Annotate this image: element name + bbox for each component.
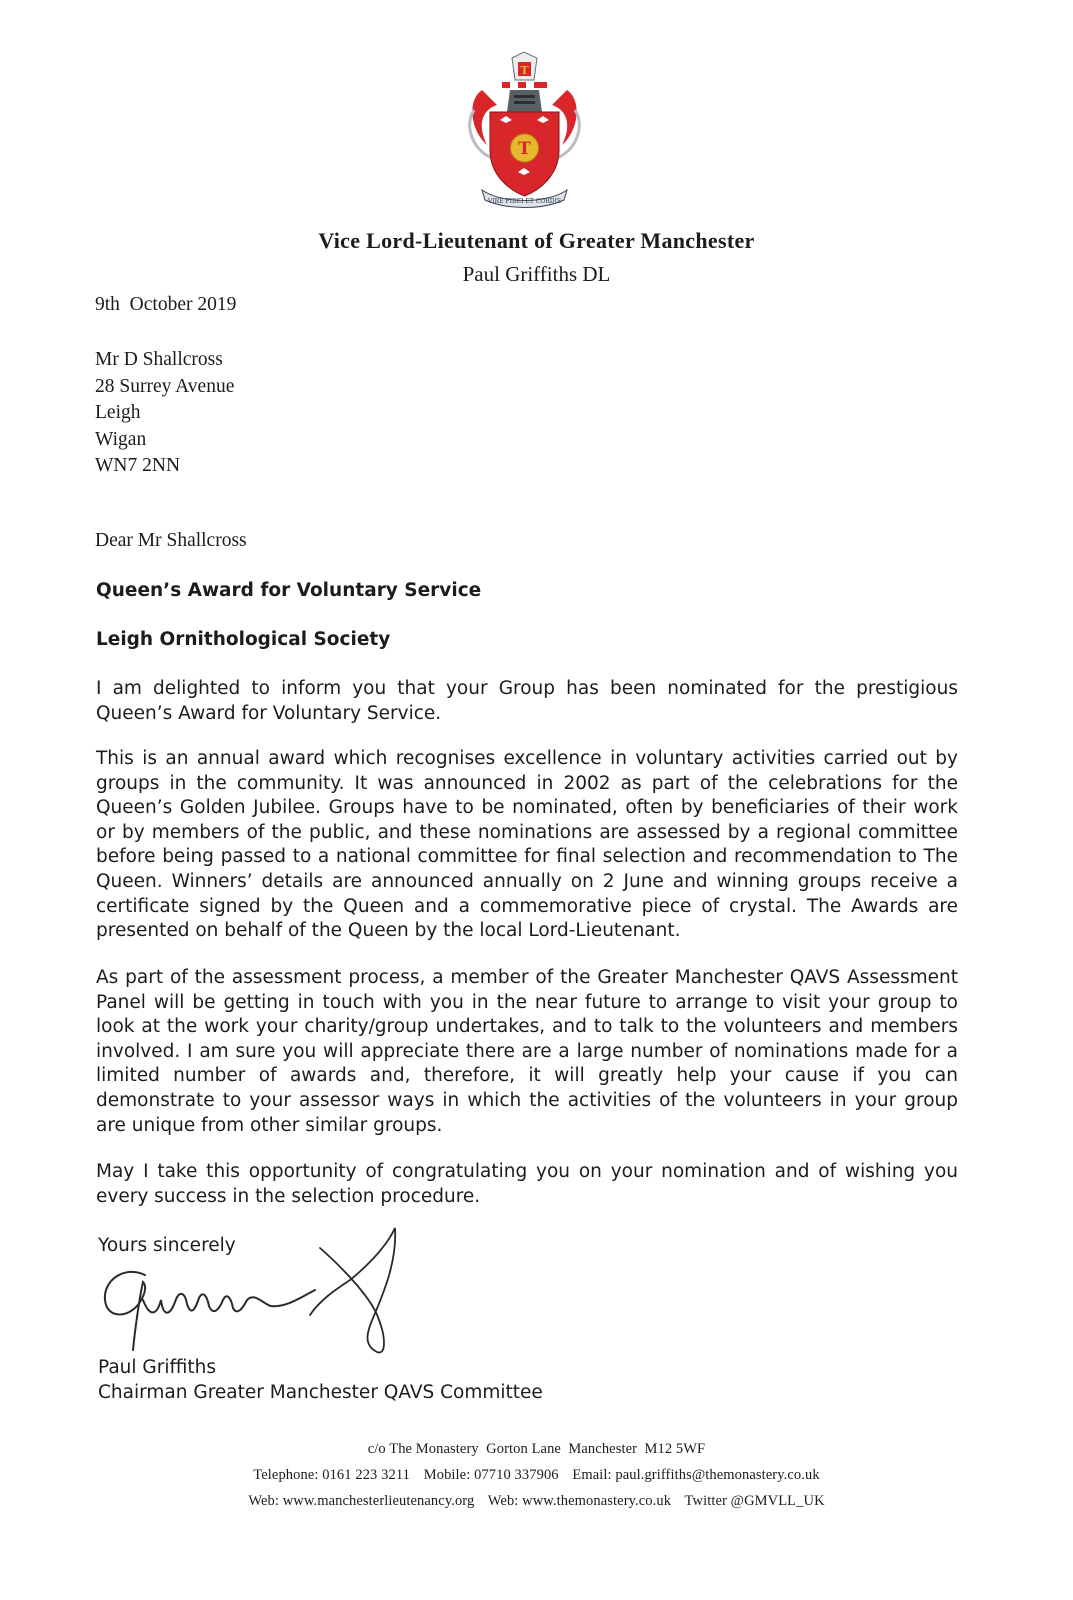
crest-motto: VIRE FIDEI ET CORDIS xyxy=(487,198,562,205)
address-line: Mr D Shallcross xyxy=(95,349,223,370)
salutation: Dear Mr Shallcross xyxy=(95,530,247,551)
svg-text:T: T xyxy=(520,64,529,77)
address-line: Wigan xyxy=(95,428,147,450)
footer-mobile: Mobile: 07710 337906 xyxy=(423,1467,559,1483)
footer-email[interactable]: Email: paul.griffiths@themonastery.co.uk xyxy=(572,1467,820,1483)
coat-of-arms-crest xyxy=(462,50,587,210)
handwritten-signature xyxy=(95,1220,415,1360)
signatory-block xyxy=(98,1356,543,1405)
signatory-role: Chairman Greater Manchester QAVS Committee xyxy=(98,1381,543,1403)
footer-web xyxy=(0,1493,1073,1510)
footer-telephone: Telephone: 0161 223 3211 xyxy=(253,1467,410,1483)
office-holder: Paul Griffiths DL xyxy=(462,262,611,286)
body-paragraph: I am delighted to inform you that your Group has been nominated for the prestigious Queen’s Award for Voluntary Service. xyxy=(96,678,958,724)
subject-award: Queen’s Award for Voluntary Service xyxy=(96,580,482,601)
address-line: Leigh xyxy=(95,402,141,423)
body-paragraph: As part of the assessment process, a member of the Greater Manchester QAVS Assessment Panel will be getting in touch with you in the near future to arrange to visit your group to look at the work your charity/group undertakes, and to talk to the volunteers and members involved. I am sure you will appreciate there are a large number of nominations made for a limited number of awards and, therefore, it will greatly help your cause if you can demonstrate to your assessor ways in which the activities of the volunteers in your group are unique from other similar groups. xyxy=(96,967,958,1136)
letter-date: 9th October 2019 xyxy=(95,294,237,315)
closing: Yours sincerely xyxy=(98,1235,236,1256)
address-line: WN7 2NN xyxy=(95,455,181,476)
subject-group: Leigh Ornithological Society xyxy=(96,629,391,650)
footer-twitter[interactable]: Twitter @GMVLL_UK xyxy=(684,1493,825,1509)
footer-address: c/o The Monastery Gorton Lane Manchester M12 5WF xyxy=(367,1441,706,1457)
body-paragraph: This is an annual award which recognises excellence in voluntary activities carried out by groups in the community. It was announced in 2002 as part of the celebrations for the Queen’s Golden Jubilee. Groups have to be nominated, often by beneficiaries of their work or by members of the public, and these nominations are assessed by a regional committee before being passed to a national committee for final selection and recommendation to The Queen. Winners’ details are announced annually on 2 June and winning groups receive a certificate signed by the Queen and a commemorative piece of crystal. The Awards are presented on behalf of the Queen by the local Lord-Lieutenant. xyxy=(96,748,958,942)
svg-text:T: T xyxy=(518,139,531,159)
footer-contact xyxy=(0,1467,1073,1484)
recipient-address xyxy=(95,347,234,480)
office-title: Vice Lord-Lieutenant of Greater Manchester xyxy=(318,228,755,253)
body-paragraph: May I take this opportunity of congratulating you on your nomination and of wishing you every success in the selection procedure. xyxy=(96,1161,958,1207)
footer-web-lieutenancy[interactable]: Web: www.manchesterlieutenancy.org xyxy=(248,1493,475,1509)
footer-web-monastery[interactable]: Web: www.themonastery.co.uk xyxy=(487,1493,672,1509)
signatory-name: Paul Griffiths xyxy=(98,1357,216,1378)
address-line: 28 Surrey Avenue xyxy=(95,375,235,397)
